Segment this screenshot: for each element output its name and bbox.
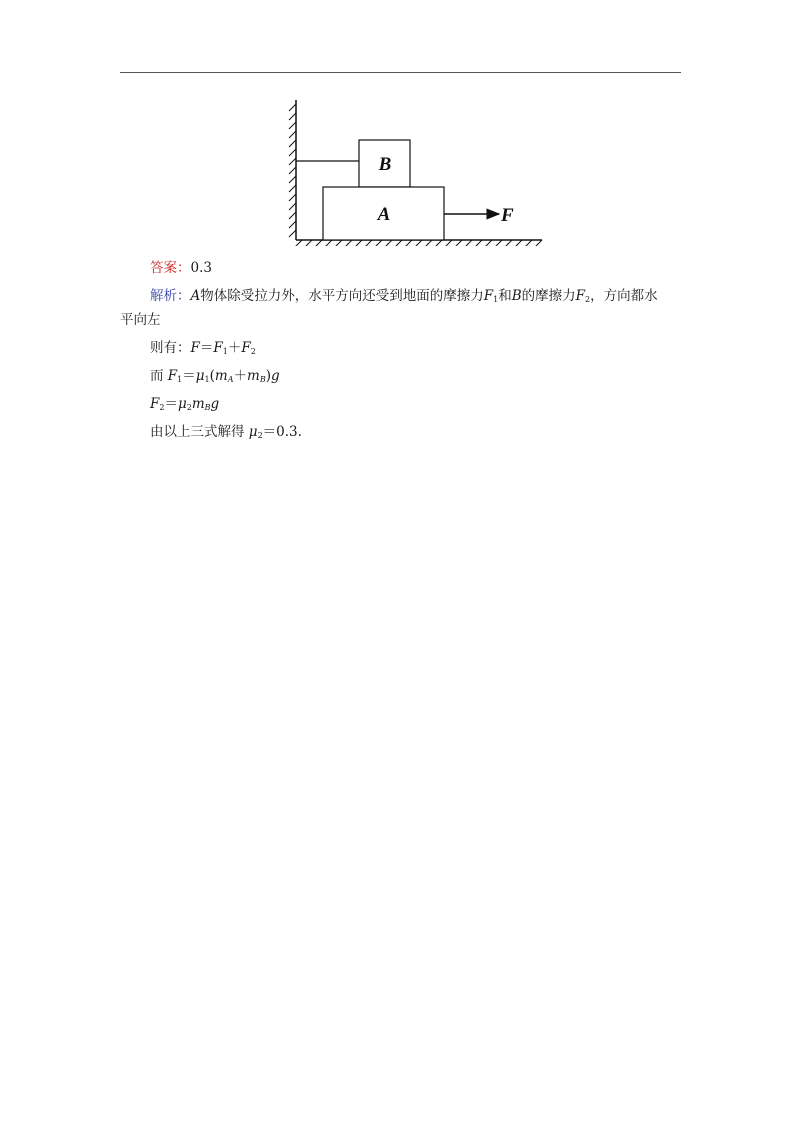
block-a-label: A xyxy=(377,204,391,225)
force-label: F xyxy=(501,205,514,226)
eq2-f1: F xyxy=(167,368,178,384)
analysis-text-2: 的摩擦力 xyxy=(521,288,576,304)
eq2-paren-open: ( xyxy=(209,368,215,384)
analysis-line-1 xyxy=(150,286,658,310)
conclusion xyxy=(150,422,302,446)
eq2-g: g xyxy=(271,368,280,384)
conclusion-mu-sub: 2 xyxy=(257,431,263,440)
eq1-plus: ＋ xyxy=(227,340,242,356)
physics-diagram xyxy=(280,96,550,246)
analysis-text-3: ，方向都水 xyxy=(590,288,658,304)
eq2-prefix: 而 xyxy=(150,368,164,384)
eq1-f2: F xyxy=(241,340,251,356)
eq3-mb-sub: B xyxy=(204,403,211,412)
eq1-equals: ＝ xyxy=(199,340,214,356)
eq1-f1: F xyxy=(213,340,223,356)
answer-value: 0.3 xyxy=(190,260,212,276)
eq1-prefix: 则有： xyxy=(150,340,191,356)
symbol-f1: F xyxy=(483,288,494,304)
wall xyxy=(289,100,296,240)
answer-line xyxy=(150,258,212,278)
eq3-mb: m xyxy=(191,396,205,412)
header-rule xyxy=(120,72,681,73)
eq1-f1-sub: 1 xyxy=(222,347,228,356)
analysis-and: 和 xyxy=(498,288,512,304)
eq3-mu-sub: 2 xyxy=(186,403,192,412)
conclusion-prefix: 由以上三式解得 xyxy=(150,424,245,440)
symbol-a: A xyxy=(190,288,201,304)
symbol-f1-sub: 1 xyxy=(493,295,499,304)
equation-2 xyxy=(150,366,280,390)
eq1-f: F xyxy=(190,340,200,356)
equation-3 xyxy=(150,394,219,418)
eq2-paren-close: ) xyxy=(265,368,271,384)
eq2-mb: m xyxy=(247,368,260,384)
block-b-label: B xyxy=(378,154,392,175)
eq3-f2: F xyxy=(150,396,160,412)
answer-label: 答案： xyxy=(150,260,191,276)
analysis-label: 解析： xyxy=(150,288,191,304)
symbol-f2-sub: 2 xyxy=(585,295,591,304)
eq3-f2-sub: 2 xyxy=(159,403,165,412)
eq3-mu: μ xyxy=(177,396,187,412)
symbol-b: B xyxy=(511,288,522,304)
analysis-text-1: 物体除受拉力外，水平方向还受到地面的摩擦力 xyxy=(200,288,484,304)
eq2-equals: ＝ xyxy=(182,368,196,384)
conclusion-mu: μ xyxy=(248,424,258,440)
symbol-f2: F xyxy=(575,288,586,304)
conclusion-result: ＝0.3. xyxy=(262,424,302,440)
eq1-f2-sub: 2 xyxy=(250,347,256,356)
eq2-ma: m xyxy=(214,368,228,384)
eq3-g: g xyxy=(210,396,220,412)
eq2-mu: μ xyxy=(195,368,205,384)
eq2-mu-sub: 1 xyxy=(204,375,210,384)
eq3-equals: ＝ xyxy=(164,396,178,412)
eq2-plus: ＋ xyxy=(233,368,248,384)
eq2-f1-sub: 1 xyxy=(177,375,183,384)
eq2-mb-sub: B xyxy=(259,375,266,384)
eq2-ma-sub: A xyxy=(227,375,234,384)
analysis-line-2: 平向左 xyxy=(120,312,161,328)
equation-1 xyxy=(150,338,256,362)
ground xyxy=(295,240,542,246)
